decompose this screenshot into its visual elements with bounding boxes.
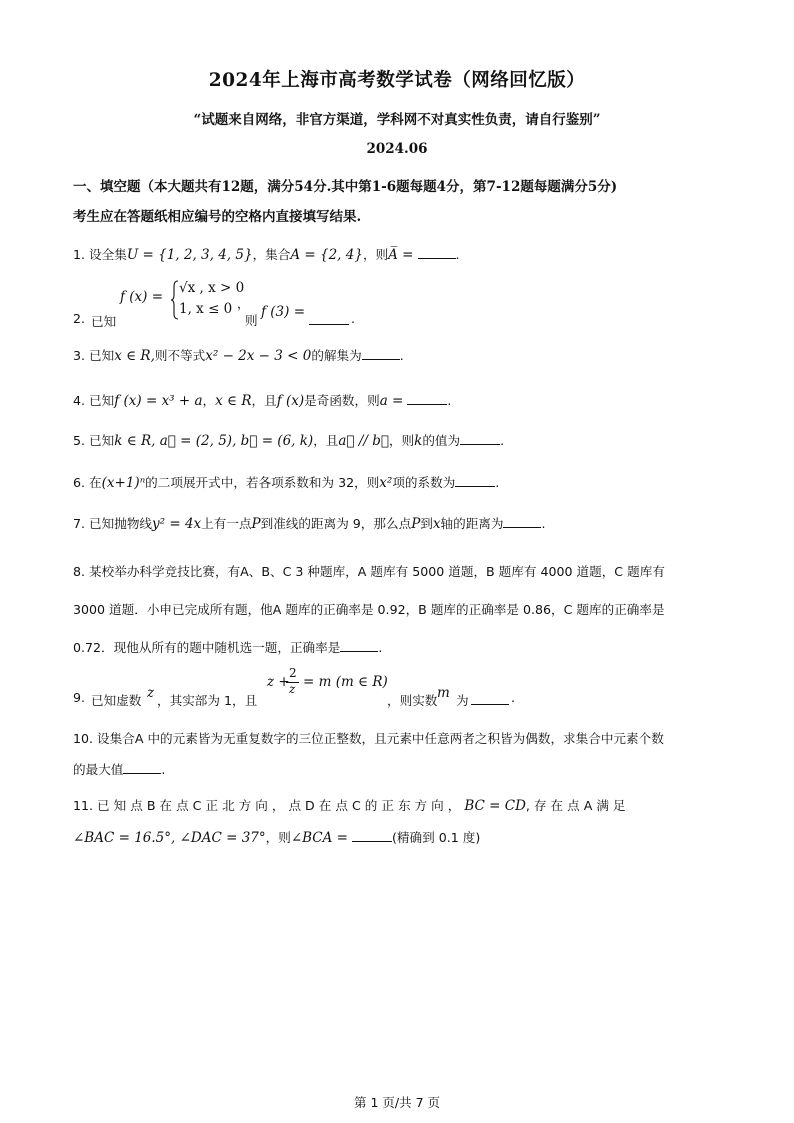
question-text: 某校举办科学竞技比赛，有A、B、C 3 种题库，A 题库有 5000 道题，B 题库有 4000 道题，C 题库有 xyxy=(89,564,665,579)
answer-blank[interactable] xyxy=(455,475,495,487)
question-11 xyxy=(73,790,626,854)
math-expression: m xyxy=(437,685,450,701)
question-number: 4. xyxy=(73,393,86,408)
question-text: . xyxy=(161,762,166,777)
math-expression: x² − 2x − 3 < 0 xyxy=(205,348,312,364)
piecewise-case-1: √x , x > 0 xyxy=(179,280,245,296)
question-3 xyxy=(73,345,404,364)
question-number: 3. xyxy=(73,348,86,363)
question-number: 5. xyxy=(73,433,86,448)
question-text: 为 xyxy=(456,693,469,708)
question-text: 的值为 xyxy=(422,433,461,448)
question-text: 到 xyxy=(420,516,433,531)
math-expression: BC = CD xyxy=(464,798,526,814)
question-text: 轴的距离为 xyxy=(440,516,504,531)
question-text: 设集合A 中的元素皆为无重复数字的三位正整数，且元素中任意两者之积皆为偶数，求集合中元素个数 xyxy=(97,731,664,746)
math-expression: f (x) = x³ + a xyxy=(114,393,203,409)
math-expression: U = {1, 2, 3, 4, 5} xyxy=(126,247,253,263)
question-text: 的解集为 xyxy=(311,348,362,363)
question-text: 已知 xyxy=(91,314,117,329)
answer-blank[interactable] xyxy=(418,247,456,259)
question-number: 1. xyxy=(73,247,86,262)
question-text: 项的系数为 xyxy=(392,475,456,490)
question-text: . xyxy=(495,475,500,490)
answer-blank[interactable] xyxy=(340,640,378,652)
question-10 xyxy=(73,723,664,785)
question-text: 已知 xyxy=(89,433,115,448)
question-text: 已 知 点 B 在 点 C 正 北 方 向 ， 点 D 在 点 C 的 正 东 方 向 ， xyxy=(97,798,461,813)
math-expression: (x+1)ⁿ xyxy=(101,475,146,491)
question-text: 上有一点 xyxy=(201,516,252,531)
question-text: ， xyxy=(202,393,216,408)
question-text: 则 xyxy=(245,313,258,328)
question-text: . xyxy=(447,393,452,408)
question-number: 9. xyxy=(73,690,86,705)
math-expression: x ∈ R xyxy=(215,393,252,409)
question-text: . xyxy=(351,311,356,326)
question-text: (精确到 0.1 度) xyxy=(392,830,481,845)
question-text: 的二项展开式中，若各项系数和为 32，则 xyxy=(145,475,380,490)
math-expression: f (x) = xyxy=(120,289,164,305)
question-1 xyxy=(73,244,460,263)
question-text: 已知虚数 xyxy=(91,693,142,708)
math-expression: a⃗ // b⃗ xyxy=(338,433,389,449)
question-text: 已知 xyxy=(89,393,115,408)
question-text: ，集合 xyxy=(252,247,291,262)
math-expression: k ∈ R, a⃗ = (2, 5), b⃗ = (6, k) xyxy=(114,433,314,449)
question-number: 10. xyxy=(73,731,94,746)
question-text: ，则实数 xyxy=(387,693,438,708)
math-expression: A̅ = xyxy=(388,247,414,263)
fraction-numerator: 2 xyxy=(289,666,297,680)
question-text: 是奇函数，则 xyxy=(304,393,380,408)
question-number: 11. xyxy=(73,798,94,813)
answer-blank[interactable] xyxy=(407,393,447,405)
question-text: ，则 xyxy=(362,247,389,262)
section-instruction: 考生应在答题纸相应编号的空格内直接填写结果. xyxy=(73,209,362,225)
math-expression: x ∈ R, xyxy=(114,348,155,364)
question-8: 8. 某校举办科学竞技比赛，有A、B、C 3 种题库，A 题库有 5000 道题，B 题库有 4000 道题，C 题库有 3000 道题．小申已完成所有题，他A 题库的正确率是 0.92，B 题库的正确率是 0.86，C 题库的正确率是 0.72．现他从所有的题中随机选一题，正确率是 . xyxy=(73,564,665,655)
math-expression: = m (m ∈ R) xyxy=(303,674,388,690)
math-expression: x xyxy=(432,516,441,532)
question-number: 2. xyxy=(73,311,86,326)
question-text: ，则 xyxy=(265,830,291,845)
answer-blank[interactable] xyxy=(309,313,349,325)
answer-blank[interactable] xyxy=(123,762,161,774)
question-text: . xyxy=(399,348,404,363)
math-expression: f (3) = xyxy=(261,304,306,320)
question-text: ，则 xyxy=(388,433,415,448)
answer-blank[interactable] xyxy=(503,516,541,528)
page-title: 2024年上海市高考数学试卷（网络回忆版） xyxy=(208,70,586,91)
question-number: 7. xyxy=(73,516,86,531)
question-text: ，其实部为 1，且 xyxy=(157,693,258,708)
answer-blank[interactable] xyxy=(460,433,500,445)
math-expression: z xyxy=(147,685,155,701)
math-expression: A = {2, 4} xyxy=(290,247,363,263)
math-expression: a = xyxy=(379,393,404,409)
question-text: ， xyxy=(237,296,250,311)
math-expression: y² = 4x xyxy=(152,516,202,532)
section-heading: 一、填空题（本大题共有12题，满分54分.其中第1-6题每题4分，第7-12题每题满分5分) xyxy=(73,179,618,195)
answer-blank[interactable] xyxy=(471,693,509,705)
question-4 xyxy=(73,390,451,409)
math-expression: f (x) xyxy=(276,393,305,409)
piecewise-case-2: 1, x ≤ 0 xyxy=(179,301,233,317)
math-expression: k xyxy=(414,433,423,449)
question-text: 则不等式 xyxy=(154,348,206,363)
question-text: . xyxy=(455,247,460,262)
question-text: . xyxy=(500,433,505,448)
math-expression: x² xyxy=(379,475,393,491)
question-text: , 存 在 点 A 满 足 xyxy=(525,798,626,813)
question-text: ，且 xyxy=(313,433,339,448)
question-text: . xyxy=(541,516,546,531)
question-7 xyxy=(73,513,545,532)
question-number: 6. xyxy=(73,475,86,490)
question-5 xyxy=(73,430,504,449)
section-header xyxy=(73,172,733,232)
question-text: 设全集 xyxy=(89,247,127,262)
question-text: 3000 道题．小申已完成所有题，他A 题库的正确率是 0.92，B 题库的正确率是 0.86，C 题库的正确率是 xyxy=(73,602,665,617)
disclaimer: “试题来自网络，非官方渠道，学科网不对真实性负责，请自行鉴别” xyxy=(193,112,601,128)
exam-date: 2024.06 xyxy=(366,141,428,157)
math-expression: ∠BCA = xyxy=(290,830,348,846)
question-text: 到准线的距离为 9，那么点 xyxy=(260,516,412,531)
math-expression: z + xyxy=(267,674,290,690)
question-text: ，且 xyxy=(251,393,277,408)
answer-blank[interactable] xyxy=(362,348,400,360)
fraction-denominator: z xyxy=(289,682,296,696)
question-text: . xyxy=(511,690,516,705)
math-expression: ∠BAC = 16.5°, ∠DAC = 37° xyxy=(73,830,266,846)
question-text: 已知抛物线 xyxy=(89,516,153,531)
math-expression: P xyxy=(411,516,421,532)
question-number: 8. xyxy=(73,564,86,579)
math-expression: P xyxy=(251,516,261,532)
question-text: 0.72．现他从所有的题中随机选一题，正确率是 xyxy=(73,640,341,655)
question-text: 在 xyxy=(89,475,102,490)
question-6 xyxy=(73,472,499,491)
question-text: 的最大值 xyxy=(73,762,124,777)
question-text: 已知 xyxy=(89,348,115,363)
page-footer: 第 1 页/共 7 页 xyxy=(353,1095,440,1110)
answer-blank[interactable] xyxy=(352,830,392,842)
